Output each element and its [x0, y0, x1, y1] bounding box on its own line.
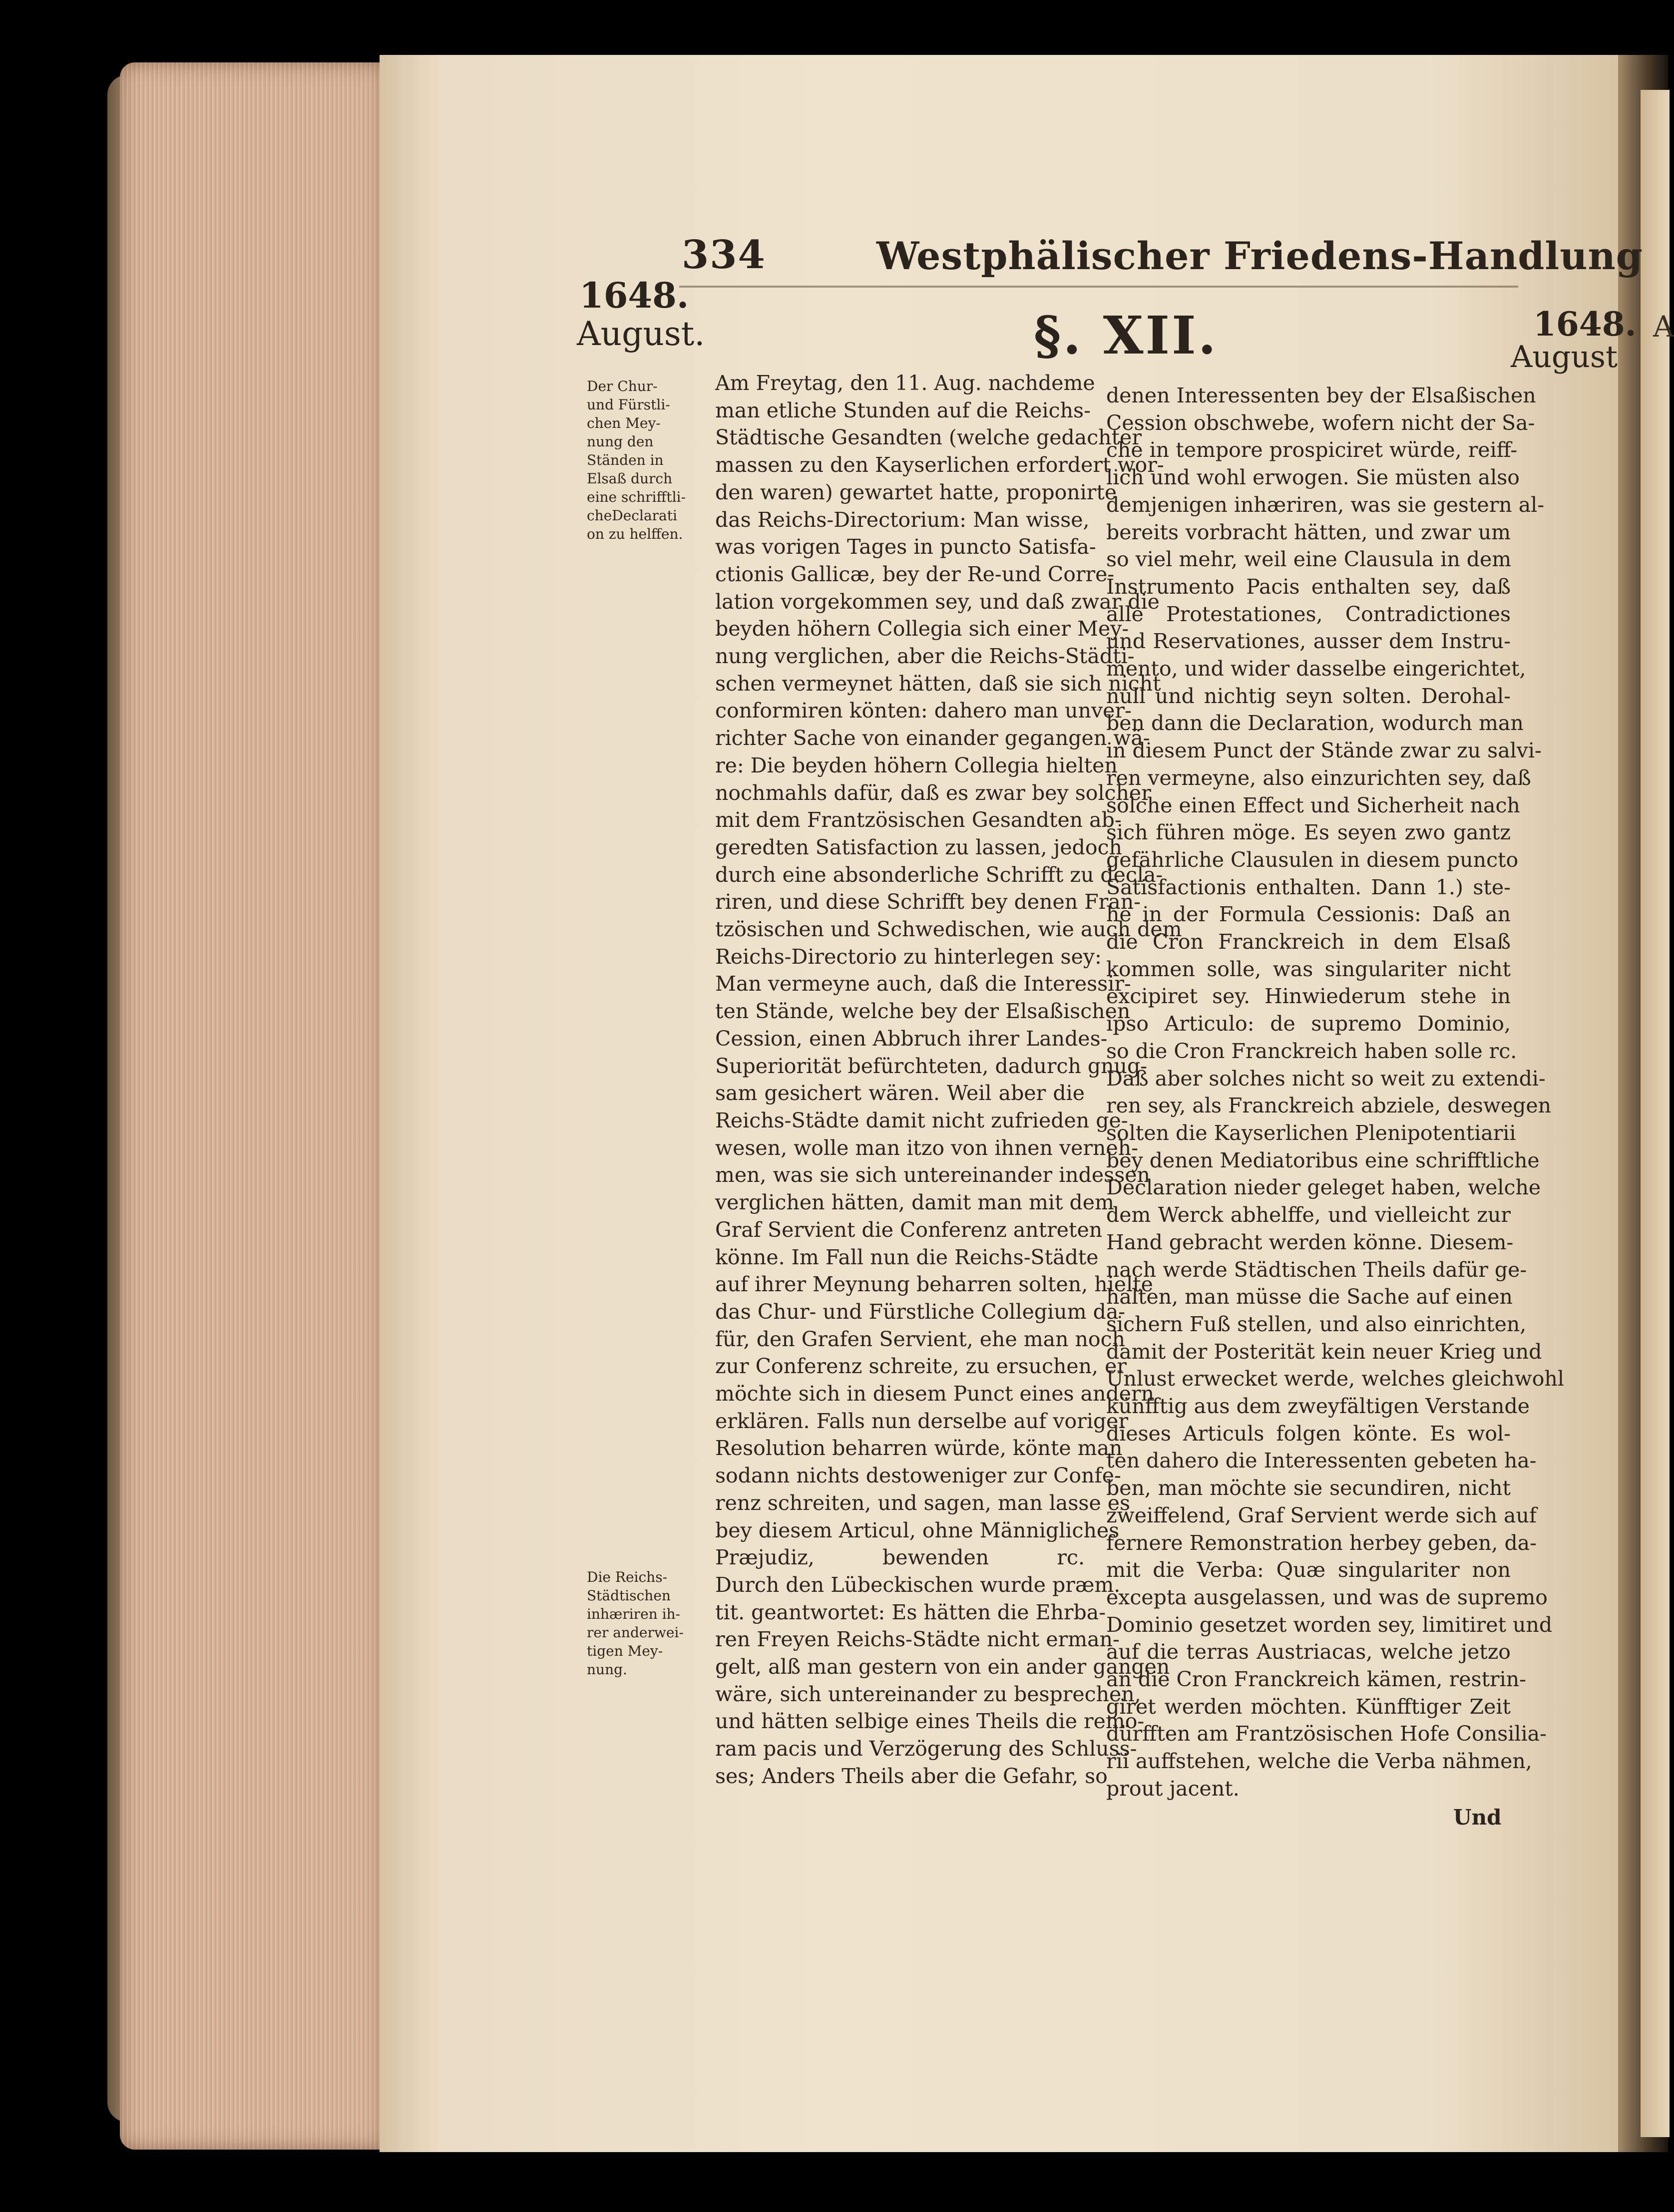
text-line: giret werden möchten. Künfftiger Zeit — [1106, 1694, 1511, 1719]
text-line: zweiffelend, Graf Servient werde sich auf — [1106, 1503, 1537, 1527]
adjacent-page-text: A — [1653, 310, 1674, 344]
text-line: man etliche Stunden auf die Reichs- — [715, 398, 1091, 422]
text-line: Instrumento Pacis enthalten sey, daß — [1106, 574, 1511, 599]
margin-note-line: cheDeclarati — [587, 507, 677, 524]
text-line: ren vermeyne, also einzurichten sey, daß — [1106, 765, 1531, 790]
text-line: Durch den Lübeckischen wurde præm. — [715, 1572, 1121, 1597]
text-line: mit dem Frantzösischen Gesandten ab- — [715, 808, 1122, 832]
text-line: für, den Grafen Servient, ehe man noch — [715, 1327, 1125, 1351]
margin-note-line: on zu helffen. — [587, 526, 683, 542]
text-line: gefährliche Clausulen in diesem puncto — [1106, 847, 1519, 872]
text-line: ren sey, als Franckreich abziele, deswegen — [1106, 1094, 1552, 1118]
text-line: nach werde Städtischen Theils dafür ge- — [1106, 1257, 1527, 1282]
margin-note-line: Städtischen — [587, 1587, 671, 1604]
margin-note-line: nung. — [587, 1661, 627, 1678]
text-line: Man vermeyne auch, daß die Interessir- — [715, 972, 1131, 996]
text-line: he in der Formula Cessionis: Daß an — [1106, 902, 1511, 927]
text-line: Daß aber solches nicht so weit zu extendi- — [1106, 1066, 1546, 1091]
text-line: Præjudiz, bewenden rc. — [715, 1545, 1085, 1570]
adjacent-page — [1641, 90, 1670, 2137]
text-line: und Reservationes, ausser dem Instru- — [1106, 629, 1511, 654]
text-line: ses; Anders Theils aber die Gefahr, so — [715, 1764, 1108, 1788]
text-line: Reichs-Directorio zu hinterlegen sey: — [715, 944, 1102, 969]
text-line: gelt, alß man gestern von ein ander gangen — [715, 1655, 1170, 1679]
text-line: sichern Fuß stellen, und also einrichten, — [1106, 1312, 1527, 1336]
text-line: prout jacent. — [1106, 1776, 1240, 1801]
text-line: so die Cron Franckreich haben solle rc. — [1106, 1039, 1517, 1063]
margin-note-line: und Fürstli- — [587, 396, 670, 413]
text-line: Unlust erwecket werde, welches gleichwohl — [1106, 1367, 1564, 1391]
text-line: zur Conferenz schreite, zu ersuchen, er — [715, 1354, 1127, 1379]
text-line: erklären. Falls nun derselbe auf voriger — [715, 1409, 1129, 1433]
margin-note-line: eine schrifftli- — [587, 489, 686, 505]
text-line: che in tempore prospiciret würde, reiff- — [1106, 438, 1518, 462]
text-line: bey diesem Articul, ohne Männigliches — [715, 1518, 1120, 1542]
text-line: ben dann die Declaration, wodurch man — [1106, 711, 1524, 736]
text-line: verglichen hätten, damit man mit dem — [715, 1190, 1114, 1215]
text-line: Declaration nieder geleget haben, welche — [1106, 1175, 1541, 1200]
margin-month-right: August — [1511, 340, 1618, 374]
text-line: tzösischen und Schwedischen, wie auch dem — [715, 917, 1182, 942]
text-line: renz schreiten, und sagen, man lasse es — [715, 1490, 1131, 1515]
text-line: auf die terras Austriacas, welche jetzo — [1106, 1640, 1511, 1664]
text-line: ipso Articulo: de supremo Dominio, — [1106, 1012, 1511, 1036]
margin-note-1 — [587, 377, 719, 543]
text-line: ram pacis und Verzögerung des Schluss- — [715, 1737, 1137, 1761]
text-line: könne. Im Fall nun die Reichs-Städte — [715, 1245, 1099, 1269]
text-line: excepta ausgelassen, und was de supremo — [1106, 1585, 1548, 1609]
text-line: Städtische Gesandten (welche gedachter — [715, 425, 1142, 450]
text-line: ten dahero die Interessenten gebeten ha- — [1106, 1449, 1537, 1473]
text-line: auf ihrer Meynung beharren solten, hielte — [715, 1272, 1153, 1297]
text-line: wesen, wolle man itzo von ihnen verneh- — [715, 1135, 1138, 1160]
text-line: sich führen möge. Es seyen zwo gantz — [1106, 820, 1511, 845]
text-line: in diesem Punct der Stände zwar zu salvi- — [1106, 738, 1542, 763]
text-line: excipiret sey. Hinwiederum stehe in — [1106, 984, 1511, 1009]
text-line: men, was sie sich untereinander indessen — [715, 1163, 1150, 1187]
text-line: Cession, einen Abbruch ihrer Landes- — [715, 1026, 1108, 1051]
text-line: mento, und wider dasselbe eingerichtet, — [1106, 657, 1526, 681]
margin-note-line: chen Mey- — [587, 415, 661, 431]
text-line: durch eine absonderliche Schrifft zu decla- — [715, 862, 1163, 887]
page-number: 334 — [682, 232, 766, 278]
text-line: lich und wohl erwogen. Sie müsten also — [1106, 465, 1520, 490]
text-line: ben, man möchte sie secundiren, nicht — [1106, 1476, 1511, 1500]
text-line: ten Stände, welche bey der Elsaßischen — [715, 999, 1131, 1024]
text-line: Dominio gesetzet worden sey, limitiret und — [1106, 1612, 1553, 1637]
text-line: demjenigen inhæriren, was sie gestern al- — [1106, 492, 1545, 517]
text-line: solten die Kayserlichen Plenipotentiarii — [1106, 1120, 1516, 1145]
text-line: was vorigen Tages in puncto Satisfa- — [715, 535, 1096, 559]
text-line: möchte sich in diesem Punct eines andern — [715, 1382, 1154, 1406]
text-line: wäre, sich untereinander zu besprechen, — [715, 1682, 1141, 1706]
header-rule — [679, 286, 1518, 288]
text-line: alle Protestationes, Contradictiones — [1106, 602, 1511, 626]
margin-month-left: August. — [577, 315, 705, 353]
text-line: an die Cron Franckreich kämen, restrin- — [1106, 1667, 1526, 1692]
text-line: kommen solle, was singulariter nicht — [1106, 957, 1511, 981]
text-line: re: Die beyden höhern Collegia hielten — [715, 753, 1118, 777]
section-heading: §. XII. — [1034, 305, 1218, 366]
margin-note-line: Elsaß durch — [587, 470, 673, 487]
text-line: den waren) gewartet hatte, proponirte — [715, 480, 1117, 504]
margin-note-line: tigen Mey- — [587, 1643, 663, 1659]
text-line: ren Freyen Reichs-Städte nicht erman- — [715, 1627, 1120, 1652]
text-line: massen zu den Kayserlichen erfordert wor- — [715, 453, 1164, 477]
text-line: fernere Remonstration herbey geben, da- — [1106, 1530, 1537, 1555]
text-line: und hätten selbige eines Theils die remo- — [715, 1709, 1145, 1734]
margin-note-line: inhæriren ih- — [587, 1606, 681, 1622]
text-line: Superiorität befürchteten, dadurch gnug- — [715, 1054, 1148, 1078]
text-line: dürfften am Frantzösischen Hofe Consilia- — [1106, 1722, 1547, 1746]
text-line: null und nichtig seyn solten. Derohal- — [1106, 684, 1511, 708]
margin-note-line: Die Reichs- — [587, 1569, 668, 1585]
text-line: Cession obschwebe, wofern nicht der Sa- — [1106, 410, 1535, 435]
margin-year-left: 1648. — [579, 275, 689, 316]
catchword: Und — [1453, 1805, 1502, 1830]
text-line: Reichs-Städte damit nicht zufrieden ge- — [715, 1108, 1128, 1132]
margin-year-right: 1648. — [1533, 305, 1637, 344]
text-line: nochmahls dafür, daß es zwar bey solcher — [715, 780, 1151, 805]
text-line: bereits vorbracht hätten, und zwar um — [1106, 520, 1511, 544]
text-column-right — [1106, 382, 1564, 1803]
margin-note-line: Der Chur- — [587, 378, 658, 394]
text-line: die Cron Franckreich in dem Elsaß — [1106, 930, 1511, 954]
margin-note-line: Ständen in — [587, 452, 664, 468]
text-line: Satisfactionis enthalten. Dann 1.) ste- — [1106, 875, 1511, 899]
text-line: Hand gebracht werden könne. Diesem- — [1106, 1230, 1514, 1254]
text-line: dem Werck abhelffe, und vielleicht zur — [1106, 1203, 1511, 1227]
text-line: conformiren könten: dahero man unver- — [715, 699, 1132, 723]
text-line: dieses Articuls folgen könte. Es wol- — [1106, 1421, 1511, 1446]
text-line: lation vorgekommen sey, und daß zwar die — [715, 589, 1160, 614]
text-line: ctionis Gallicæ, bey der Re-und Corre- — [715, 562, 1115, 586]
text-line: geredten Satisfaction zu lassen, jedoch — [715, 835, 1122, 859]
text-line: Graf Servient die Conferenz antreten — [715, 1217, 1103, 1242]
text-line: richter Sache von einander gegangen wä- — [715, 726, 1150, 750]
text-line: künfftig aus dem zweyfältigen Verstande — [1106, 1394, 1530, 1419]
text-line: halten, man müsse die Sache auf einen — [1106, 1285, 1513, 1309]
text-line: sam gesichert wären. Weil aber die — [715, 1081, 1085, 1106]
margin-note-line: rer anderwei- — [587, 1624, 684, 1641]
text-line: Resolution beharren würde, könte man — [715, 1436, 1123, 1461]
text-line: nung verglichen, aber die Reichs-Städti- — [715, 644, 1135, 669]
text-column-left — [715, 369, 1182, 1790]
text-line: riren, und diese Schrifft bey denen Fran- — [715, 890, 1141, 914]
text-line: tit. geantwortet: Es hätten die Ehrba- — [715, 1600, 1106, 1624]
text-line: beyden höhern Collegia sich einer Mey- — [715, 617, 1129, 641]
text-line: denen Interessenten bey der Elsaßischen — [1106, 383, 1536, 407]
text-line: damit der Posterität kein neuer Krieg und — [1106, 1339, 1542, 1364]
margin-note-line: nung den — [587, 433, 654, 450]
running-title: Westphälischer Friedens-Handlung — [876, 234, 1643, 278]
text-line: solche einen Effect und Sicherheit nach — [1106, 793, 1520, 817]
text-line: Am Freytag, den 11. Aug. nachdeme — [715, 371, 1095, 395]
text-line: schen vermeynet hätten, daß sie sich nicht — [715, 671, 1161, 696]
text-line: so viel mehr, weil eine Clausula in dem — [1106, 547, 1512, 572]
text-line: das Reichs-Directorium: Man wisse, — [715, 507, 1090, 532]
page-edges-stack — [120, 62, 385, 2150]
text-line: sodann nichts destoweniger zur Confe- — [715, 1464, 1121, 1488]
margin-note-2 — [587, 1568, 719, 1679]
text-line: bey denen Mediatoribus eine schrifftliche — [1106, 1148, 1540, 1172]
text-line: das Chur- und Fürstliche Collegium da- — [715, 1299, 1126, 1324]
text-line: mit die Verba: Quæ singulariter non — [1106, 1558, 1511, 1582]
text-line: rii auffstehen, welche die Verba nähmen, — [1106, 1749, 1532, 1774]
